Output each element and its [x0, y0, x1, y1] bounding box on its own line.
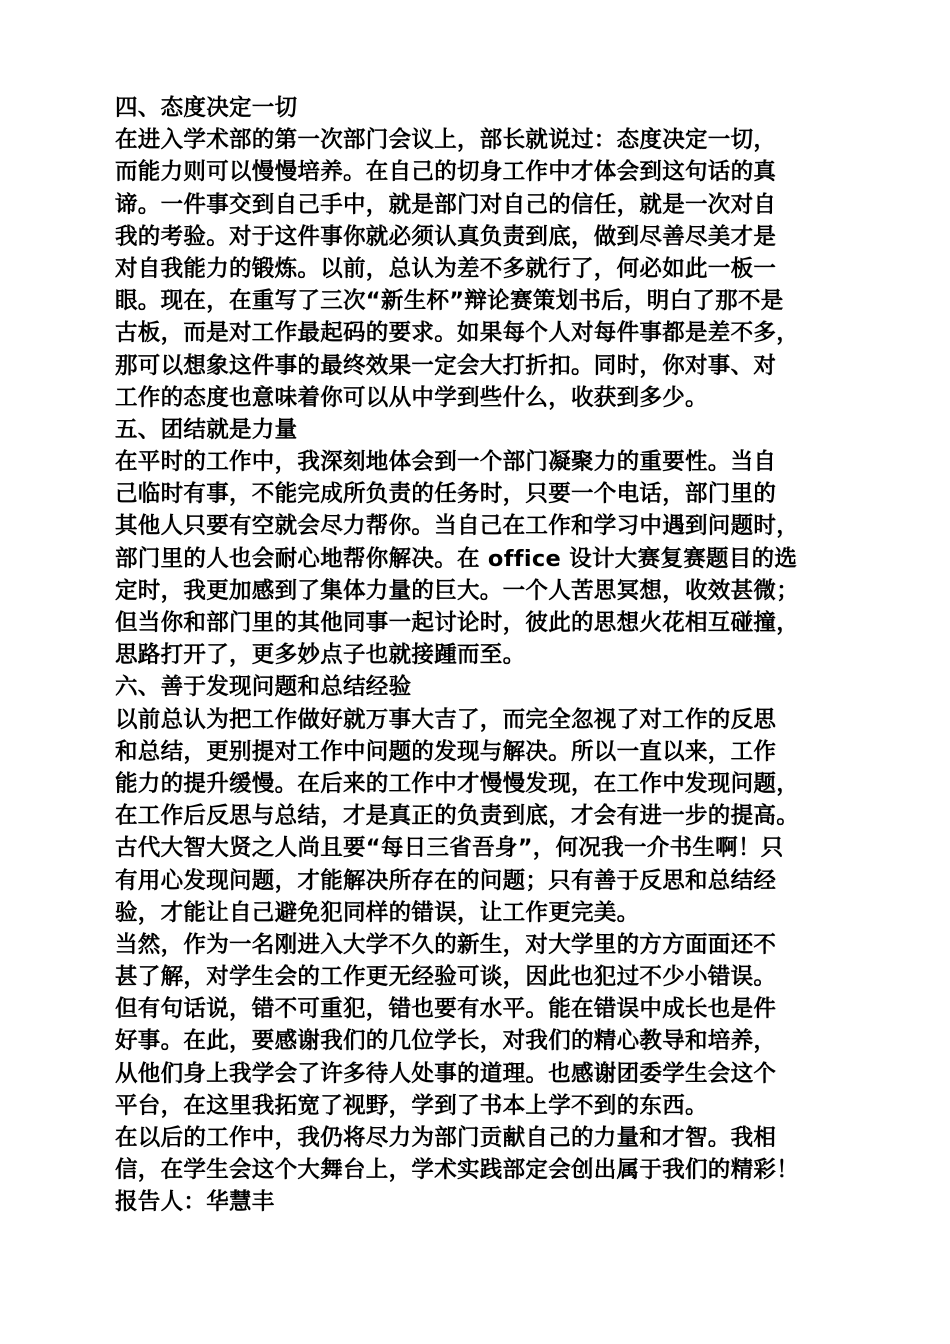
paragraph-line: 眼。现在，在重写了三次“新生杯”辩论赛策划书后，明白了那不是 [115, 288, 784, 315]
paragraph-line: 验，才能让自己避免犯同样的错误，让工作更完美。 [115, 899, 640, 926]
paragraph-line: 好事。在此，要感谢我们的几位学长，对我们的精心教导和培养， [115, 1028, 777, 1055]
paragraph-line: 平台，在这里我拓宽了视野，学到了书本上学不到的东西。 [115, 1092, 708, 1119]
paragraph-line: 当然，作为一名刚进入大学不久的新生，对大学里的方方面面还不 [115, 931, 777, 958]
paragraph-line: 能力的提升缓慢。在后来的工作中才慢慢发现，在工作中发现问题， [115, 770, 800, 797]
paragraph-line: 有用心发现问题，才能解决所存在的问题；只有善于反思和总结经 [115, 867, 777, 894]
paragraph-line: 己临时有事，不能完成所负责的任务时，只要一个电话，部门里的 [115, 481, 777, 508]
document-body [115, 92, 835, 1219]
section-heading-5: 五、团结就是力量 [115, 416, 298, 443]
paragraph-line: 但有句话说，错不可重犯，错也要有水平。能在错误中成长也是件 [115, 996, 777, 1023]
paragraph-line: 定时，我更加感到了集体力量的巨大。一个人苦思冥想，收效甚微； [115, 577, 800, 604]
paragraph-line: 那可以想象这件事的最终效果一定会大打折扣。同时，你对事、对 [115, 352, 777, 379]
paragraph-line: 和总结，更别提对工作中问题的发现与解决。所以一直以来，工作 [115, 738, 777, 765]
paragraph-line: 在以后的工作中，我仍将尽力为部门贡献自己的力量和才智。我相 [115, 1125, 777, 1151]
paragraph-line: 工作的态度也意味着你可以从中学到些什么，收获到多少。 [115, 384, 708, 411]
paragraph-line: 在进入学术部的第一次部门会议上，部长就说过：态度决定一切， [115, 127, 777, 154]
paragraph-line: 谛。一件事交到自己手中，就是部门对自己的信任，就是一次对自 [115, 191, 777, 218]
paragraph-line: 在平时的工作中，我深刻地体会到一个部门凝聚力的重要性。当自 [115, 449, 777, 476]
paragraph-line: 思路打开了，更多妙点子也就接踵而至。 [115, 642, 526, 669]
paragraph-line: 部门里的人也会耐心地帮你解决。在 office 设计大赛复赛题目的选 [115, 545, 798, 572]
paragraph-line: 古代大智大贤之人尚且要“每日三省吾身”，何况我一介书生啊！只 [115, 835, 784, 862]
paragraph-line: 其他人只要有空就会尽力帮你。当自己在工作和学习中遇到问题时， [115, 513, 800, 540]
paragraph-line: 古板，而是对工作最起码的要求。如果每个人对每件事都是差不多， [115, 320, 800, 347]
paragraph-line: 甚了解，对学生会的工作更无经验可谈，因此也犯过不少小错误。 [115, 964, 777, 991]
section-heading-4: 四、态度决定一切 [115, 95, 298, 121]
paragraph-line: 信，在学生会这个大舞台上，学术实践部定会创出属于我们的精彩！ [115, 1157, 800, 1184]
section-heading-6: 六、善于发现问题和总结经验 [115, 674, 412, 701]
paragraph-line: 从他们身上我学会了许多待人处事的道理。也感谢团委学生会这个 [115, 1060, 777, 1087]
paragraph-line: 但当你和部门里的其他同事一起讨论时，彼此的思想火花相互碰撞， [115, 610, 800, 636]
paragraph-line: 而能力则可以慢慢培养。在自己的切身工作中才体会到这句话的真 [115, 159, 777, 186]
reporter-signature-line: 报告人：华慧丰 [115, 1189, 275, 1216]
paragraph-line: 我的考验。对于这件事你就必须认真负责到底，做到尽善尽美才是 [115, 223, 777, 250]
paragraph-line: 以前总认为把工作做好就万事大吉了，而完全忽视了对工作的反思 [115, 706, 777, 733]
paragraph-line: 在工作后反思与总结，才是真正的负责到底，才会有进一步的提高。 [115, 803, 800, 830]
paragraph-line: 对自我能力的锻炼。以前，总认为差不多就行了，何必如此一板一 [115, 255, 777, 282]
